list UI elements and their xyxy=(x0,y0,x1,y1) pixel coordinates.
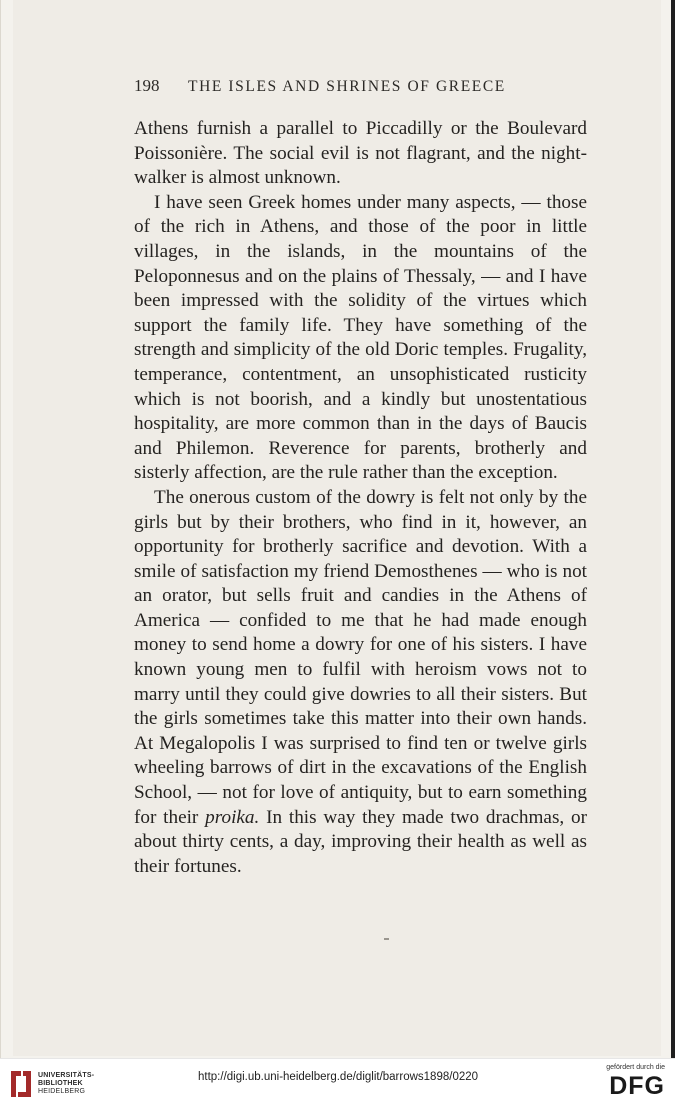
running-title: THE ISLES AND SHRINES OF GREECE xyxy=(188,78,506,95)
body-text xyxy=(134,117,587,879)
permalink-url[interactable]: http://digi.ub.uni-heidelberg.de/diglit/barrows1898/0220 xyxy=(198,1071,479,1083)
library-name-line-1: UNIVERSITÄTS- xyxy=(38,1072,95,1079)
paragraph-3-ending: In this way they made two drachmas, or about thirty cents, a day, improving their health as well as their fortunes. xyxy=(134,806,587,877)
paragraph-3 xyxy=(134,486,587,880)
library-emblem-icon xyxy=(8,1066,34,1102)
signature-mark xyxy=(384,938,389,940)
italic-word-proika: proika. xyxy=(205,806,260,828)
paragraph-3-text: The onerous custom of the dowry is felt not only by the girls but by their brothers, who find in it, however, an opportunity for brotherly sacrifice and devotion. With a smile of satisfaction my friend Demosthenes — who is not an orator, but sells fruit and candies in the Athens of America — confided to me that he had made enough money to send home a dowry for one of his sisters. I have known young men to fulfil with heroism vows not to marry until they could give dowries to all their sisters. But the girls sometimes take this matter into their own hands. At Megalopolis I was surprised to find ten or twelve girls wheeling barrows of dirt in the excavations of the English School, — not for love of antiquity, but to earn something for their xyxy=(134,486,587,828)
paragraph-1: Athens furnish a parallel to Piccadilly or the Boulevard Poissonière. The social evil is not flagrant, and the night-walker is almost unknown. xyxy=(134,118,587,189)
footer-bar xyxy=(0,1058,675,1109)
dfg-wordmark: DFG xyxy=(609,1072,665,1100)
dfg-logo xyxy=(595,1063,665,1100)
paragraph-2: I have seen Greek homes under many aspects, — those of the rich in Athens, and those of the poor in little villages, in the islands, in the mountains of the Peloponnesus and on the plains of Thessaly, — and I have been impressed with the solidity of the virtues which support the family life. They have something of the strength and simplicity of the old Doric temples. Frugality, temperance, contentment, an unsophisticated rusticity which is not boorish, and a kindly but unostentatious hospitality, are more common than in the days of Baucis and Philemon. Reverence for parents, brotherly and sisterly affection, are the rule rather than the exception. xyxy=(134,191,587,484)
library-name-line-3: HEIDELBERG xyxy=(38,1088,86,1095)
funded-by-label: gefördert durch die xyxy=(606,1064,665,1071)
university-library-logo xyxy=(8,1066,98,1102)
running-header xyxy=(134,76,587,96)
page-number: 198 xyxy=(134,76,160,95)
library-name-line-2: BIBLIOTHEK xyxy=(38,1080,83,1087)
